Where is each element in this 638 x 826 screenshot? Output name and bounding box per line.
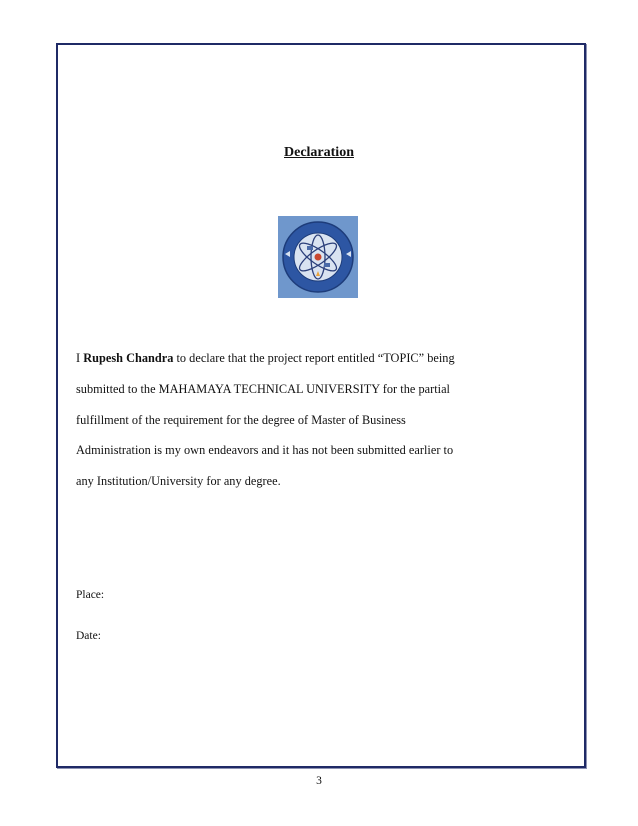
declarant-name: Rupesh Chandra xyxy=(83,351,174,365)
date-label: Date: xyxy=(76,630,101,642)
place-label: Place: xyxy=(76,589,105,601)
declaration-prefix: I xyxy=(76,351,84,365)
declaration-line-1-rest: to declare that the project report entitled “TOPIC” being xyxy=(173,351,455,365)
declaration-line-1 xyxy=(76,343,566,374)
page-title: Declaration xyxy=(284,145,354,160)
declaration-paragraph xyxy=(76,343,566,497)
declaration-line-5: any Institution/University for any degree. xyxy=(76,474,281,489)
page-number: 3 xyxy=(316,775,322,787)
university-logo xyxy=(278,216,358,298)
declaration-line-2: submitted to the MAHAMAYA TECHNICAL UNIVERSITY for the partial xyxy=(76,381,450,396)
declaration-line-4: Administration is my own endeavors and it has not been submitted earlier to xyxy=(76,443,454,458)
declaration-line-3: fulfillment of the requirement for the degree of Master of Business xyxy=(76,412,406,427)
